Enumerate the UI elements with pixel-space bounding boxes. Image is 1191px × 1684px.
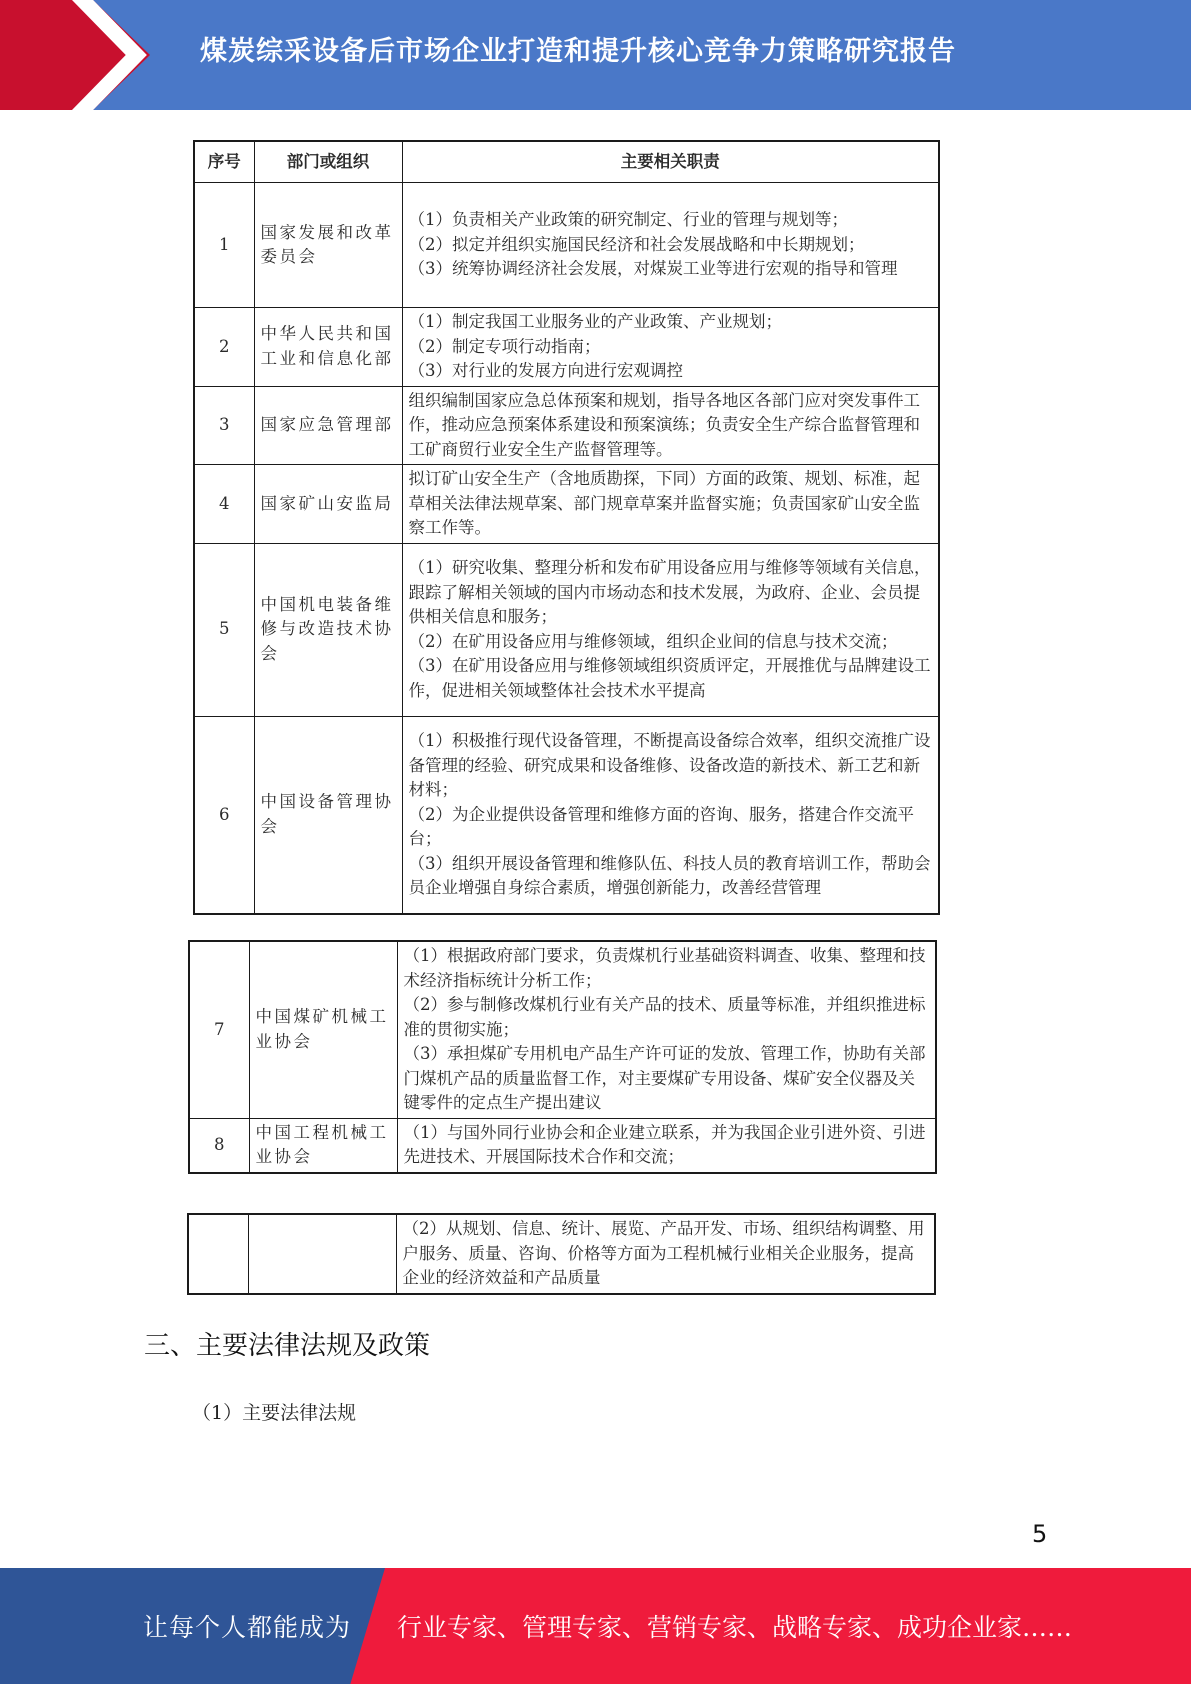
row-num: 5 — [194, 543, 254, 716]
duty-item: （2）参与制修改煤机行业有关产品的技术、质量等标准，并组织推进标准的贯彻实施； — [403, 995, 926, 1039]
duty-item: （1）积极推行现代设备管理，不断提高设备综合效率，组织交流推广设备管理的经验、研究成果和设备维修、设备改造的新技术、新工艺和新材料； — [408, 731, 931, 799]
footer-slogan-left: 让每个人都能成为 — [143, 1613, 352, 1642]
responsibility-table-continued-2 — [187, 1213, 936, 1295]
duty-item: （1）负责相关产业政策的研究制定、行业的管理与规划等； — [408, 210, 848, 230]
header-duty: 主要相关职责 — [402, 141, 939, 183]
report-title: 煤炭综采设备后市场企业打造和提升核心竞争力策略研究报告 — [200, 36, 956, 67]
duty-item: （2）拟定并组织实施国民经济和社会发展战略和中长期规划； — [408, 234, 865, 254]
table-row — [194, 308, 939, 387]
row-duty — [402, 465, 939, 544]
row-num: 7 — [189, 941, 249, 1118]
duty-item: 组织编制国家应急总体预案和规划，指导各地区各部门应对突发事件工作，推动应急预案体系建设和预案演练；负责安全生产综合监督管理和工矿商贸行业安全生产监督管理等。 — [408, 390, 920, 459]
subsection-heading: （1）主要法律法规 — [192, 1402, 357, 1424]
row-org: 国家发展和改革委员会 — [254, 183, 402, 308]
duty-item: （2）制定专项行动指南； — [408, 336, 601, 356]
table-row — [194, 465, 939, 544]
duty-item: （3）组织开展设备管理和维修队伍、科技人员的教育培训工作，帮助会员企业增强自身综合素质，增强创新能力，改善经营管理 — [408, 853, 931, 897]
page-header — [0, 0, 1191, 110]
page-number: 5 — [1032, 1520, 1048, 1548]
row-duty — [397, 1118, 936, 1173]
row-duty — [402, 716, 939, 914]
row-num: 4 — [194, 465, 254, 544]
row-num: 6 — [194, 716, 254, 914]
table-row — [194, 543, 939, 716]
row-duty — [402, 543, 939, 716]
row-num: 1 — [194, 183, 254, 308]
duty-item: （3）统筹协调经济社会发展，对煤炭工业等进行宏观的指导和管理 — [408, 259, 898, 279]
row-org: 国家矿山安监局 — [254, 465, 402, 544]
header-num: 序号 — [194, 141, 254, 183]
row-org: 中国机电装备维修与改造技术协会 — [254, 543, 402, 716]
row-org: 中国设备管理协会 — [254, 716, 402, 914]
duty-item: （1）根据政府部门要求，负责煤机行业基础资料调查、收集、整理和技术经济指标统计分析工作； — [403, 946, 926, 990]
row-duty — [397, 941, 936, 1118]
row-org: 中国煤矿机械工业协会 — [249, 941, 397, 1118]
row-duty — [396, 1214, 935, 1294]
duty-item: （1）与国外同行业协会和企业建立联系，并为我国企业引进外资、引进先进技术、开展国际技术合作和交流； — [403, 1122, 926, 1166]
row-num: 2 — [194, 308, 254, 387]
table-row — [194, 386, 939, 465]
row-duty — [402, 183, 939, 308]
duty-item: 拟订矿山安全生产（含地质勘探，下同）方面的政策、规划、标准，起草相关法律法规草案、部门规章草案并监督实施；负责国家矿山安全监察工作等。 — [408, 469, 920, 537]
row-org: 国家应急管理部 — [254, 386, 402, 465]
responsibility-table — [193, 140, 940, 915]
row-duty — [402, 386, 939, 465]
duty-item: （3）对行业的发展方向进行宏观调控 — [408, 361, 683, 380]
duty-item: （3）在矿用设备应用与维修领域组织资质评定，开展推优与品牌建设工作，促进相关领域整体社会技术水平提高 — [408, 656, 931, 700]
duty-item: （2）为企业提供设备管理和维修方面的咨询、服务，搭建合作交流平台； — [408, 804, 914, 848]
header-org: 部门或组织 — [254, 141, 402, 183]
row-num: 8 — [189, 1118, 249, 1173]
table-row — [194, 716, 939, 914]
row-org: 中华人民共和国工业和信息化部 — [254, 308, 402, 387]
footer-slogan-right: 行业专家、管理专家、营销专家、战略专家、成功企业家…… — [397, 1613, 1073, 1642]
table-row — [188, 1214, 935, 1294]
table-header-row — [194, 141, 939, 183]
table-row — [194, 183, 939, 308]
duty-item: （1）制定我国工业服务业的产业政策、产业规划； — [408, 312, 782, 331]
duty-item: （2）从规划、信息、统计、展览、产品开发、市场、组织结构调整、用户服务、质量、咨询、价格等方面为工程机械行业相关企业服务，提高企业的经济效益和产品质量 — [402, 1219, 925, 1287]
table-row — [189, 941, 936, 1118]
row-num: 3 — [194, 386, 254, 465]
duty-item: （3）承担煤矿专用机电产品生产许可证的发放、管理工作，协助有关部门煤机产品的质量监督工作，对主要煤矿专用设备、煤矿安全仪器及关键零件的定点生产提出建议 — [403, 1044, 926, 1112]
row-duty — [402, 308, 939, 387]
duty-item: （1）研究收集、整理分析和发布矿用设备应用与维修等领域有关信息，跟踪了解相关领域的国内市场动态和技术发展，为政府、企业、会员提供相关信息和服务； — [408, 558, 931, 626]
page-footer — [0, 1568, 1191, 1684]
row-num-empty — [188, 1214, 248, 1294]
row-org-empty — [248, 1214, 396, 1294]
responsibility-table-continued — [188, 940, 937, 1174]
table-row — [189, 1118, 936, 1173]
duty-item: （2）在矿用设备应用与维修领域，组织企业间的信息与技术交流； — [408, 631, 898, 651]
section-heading: 三、主要法律法规及政策 — [144, 1331, 431, 1361]
row-org: 中国工程机械工业协会 — [249, 1118, 397, 1173]
